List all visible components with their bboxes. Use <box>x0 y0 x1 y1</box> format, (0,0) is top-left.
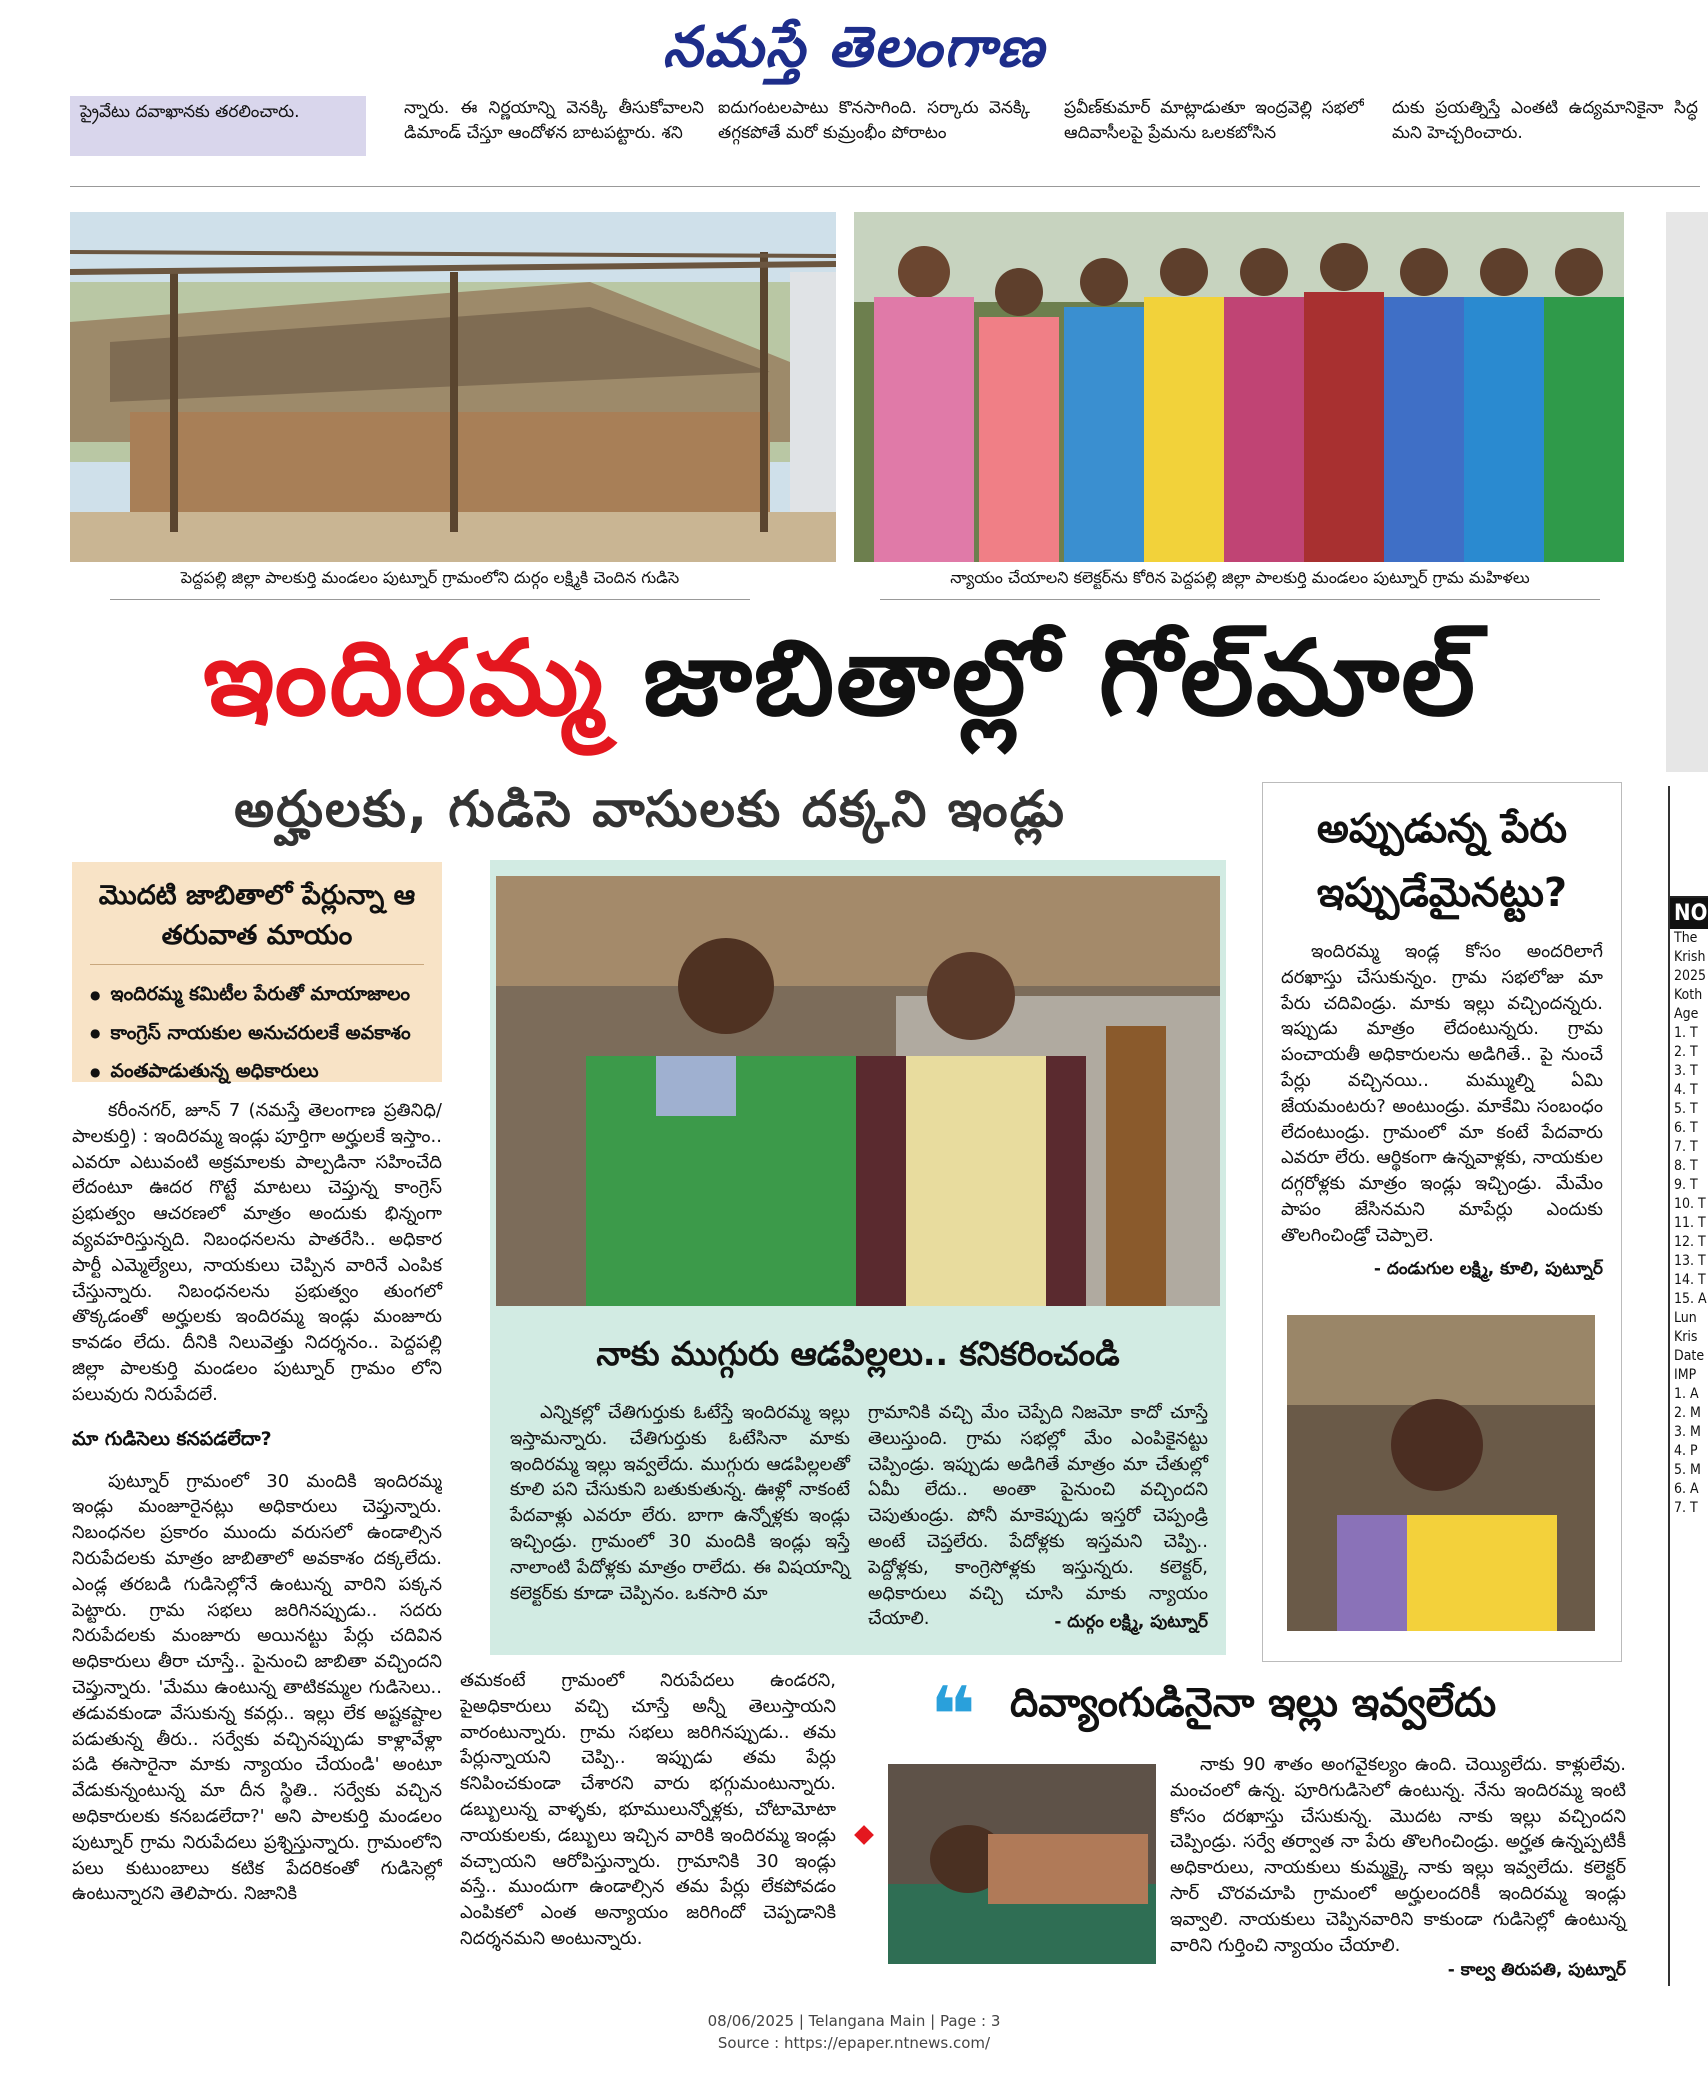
masthead-title: నమస్తే తెలంగాణ <box>662 14 1046 80</box>
notice-line: 9. T <box>1674 1177 1698 1193</box>
left-photo-caption: పెద్దపల్లి జిల్లా పాలకుర్తి మండలం పుట్నూర్ గ్రామంలోని దుర్గం లక్ష్మికి చెందిన గుడిసె <box>110 568 750 600</box>
notice-line: Koth <box>1674 987 1703 1003</box>
top-strip-col-3: ఐదుగంటలపాటు కొనసాగింది. సర్కారు వెనక్కి తగ్గకపోతే మరో కుమ్రంభీం పోరాటం <box>718 98 1030 143</box>
notice-line: 10. T <box>1674 1196 1706 1212</box>
footer-date-line: 08/06/2025 | Telangana Main | Page : 3 <box>707 2012 1001 2030</box>
notice-line: 2025 <box>1674 968 1707 984</box>
notice-line: Date <box>1674 1348 1705 1364</box>
quote-box-col-1: ఎన్నికల్లో చేతిగుర్తుకు ఓటేస్తే ఇందిరమ్మ ఇల్లు ఇస్తామన్నారు. చేతిగుర్తుకు ఓటేసినా మాకు ఇందిరమ్మ ఇల్లు ఇవ్వలేదు. ముగ్గురు ఆడపిల్లలతో కూలి పని చేసుకుని బతుకుతున్న. ఊళ్లో నాకంటే పేదవాళ్లు ఎవరూ లేరు. బాగా ఉన్నోళ్లకు ఇండ్లు ఇచ్చిండ్రు. గ్రామంలో 30 మందికి ఇండ్లు ఇస్తే నాలాంటి పేదోళ్లకు మాత్రం రాలేదు. ఈ విషయాన్ని కలెక్టర్‌కు కూడా చెప్పినం. ఒకసారి మా <box>510 1402 850 1604</box>
quote-mark-icon: ❝ <box>930 1671 976 1761</box>
notice-line: 7. T <box>1674 1139 1698 1155</box>
notice-line: 1. A <box>1674 1386 1699 1402</box>
main-headline <box>60 618 1620 738</box>
quote-box-durgam-lakshmi <box>490 860 1226 1655</box>
notice-line: 15. A <box>1674 1291 1707 1307</box>
top-strip-col-4: ప్రవీణ్‌కుమార్ మాట్లాడుతూ ఇంద్రవెల్లి సభలో ఆదివాసీలపై ప్రేమను ఒలకబోసిన <box>1064 98 1364 143</box>
notice-label: NO <box>1670 898 1708 929</box>
notice-line: 1. T <box>1674 1025 1698 1041</box>
quote-box-title: నాకు ముగ్గురు ఆడపిల్లలు.. కనికరించండి <box>596 1334 1120 1373</box>
highlight-bullet: ● కాంగ్రెస్ నాయకుల అనుచరులకే అవకాశం <box>90 1014 424 1053</box>
footer-source-line: Source : https://epaper.ntnews.com/ <box>717 2034 991 2052</box>
side-box-dandugula-lakshmi <box>1262 782 1622 1662</box>
notice-line: Krish <box>1674 949 1706 965</box>
top-strip-col-1: ప్రైవేటు దవాఖానకు తరలించారు. <box>70 96 366 156</box>
side-box-signature: - దండుగుల లక్ష్మి, కూలి, పుట్నూర్ <box>1373 1258 1603 1279</box>
highlight-bullet: ● ఇందిరమ్మ కమిటీల పేరుతో మాయాజాలం <box>90 975 424 1014</box>
notice-logo <box>1670 786 1708 898</box>
adjacent-notice-column <box>1668 786 1708 1986</box>
notice-line: 12. T <box>1674 1234 1706 1250</box>
subheadline: అర్హులకు, గుడిసె వాసులకు దక్కని ఇండ్లు <box>234 780 1066 838</box>
highlight-box-title: మొదటి జాబితాలో పేర్లున్నా ఆ తరువాత మాయం <box>90 876 424 965</box>
notice-line: IMP <box>1674 1367 1697 1383</box>
notice-line: 6. T <box>1674 1120 1698 1136</box>
top-strip-col-5: దుకు ప్రయత్నిస్తే ఎంతటి ఉద్యమానికైనా సిద్ధ మని హెచ్చరించారు. <box>1392 98 1698 143</box>
hut-photo <box>70 212 836 562</box>
notice-line: 8. T <box>1674 1158 1698 1174</box>
highlight-bullet: ● వంతపాడుతున్న అధికారులు <box>90 1052 424 1091</box>
dandugula-lakshmi-photo <box>1287 1315 1595 1631</box>
diamond-bullet-icon <box>854 1825 874 1845</box>
notice-line: Lun <box>1674 1310 1697 1326</box>
main-story-para-2: పుట్నూర్ గ్రామంలో 30 మందికి ఇందిరమ్మ ఇండ్లు మంజూరైనట్లు అధికారులు చెప్తున్నారు. నిబంధనల ప్రకారం ముందు వరుసలో ఉండాల్సిన నిరుపేదలకు మాత్రం జాబితాలో అవకాశం దక్కలేదు. ఎండ్ల తరబడి గుడిసెల్లోనే ఉంటున్న వారిని పక్కన పెట్టారు. గ్రామ సభలు జరిగినప్పుడు.. సదరు నిరుపేదలకు మంజూరు అయినట్టు పేర్లు చదివిన అధికారులు తీరా చూస్తే.. పైనుంచి జాబితా వచ్చిందని చెప్తున్నారు. 'మేము ఉంటున్న తాటికమ్మల గుడిసెలు.. తడువకుండా వేసుకున్న కవర్లు.. ఇల్లు లేక అష్టకష్టాల పడుతున్న తీరు.. సర్వేకు వచ్చినప్పుడు కాళ్లావేళ్లా పడి ఈసారైనా మాకు న్యాయం చేయండి' అంటూ వేడుకున్నంటున్న మా దీన స్థితి.. సర్వేకు వచ్చిన అధికారులకు కనబడలేదా?' అని పాలకుర్తి మండలం పుట్నూర్ గ్రామ నిరుపేదలు ప్రశ్నిస్తున్నారు. గ్రామంలోని పలు కుటుంబాలు కటిక పేదరికంతో గుడిసెల్లో ఉంటున్నారని తెలిపారు. నిజానికి <box>72 1470 442 1905</box>
highlight-box <box>72 862 442 1082</box>
side-box-body: ఇందిరమ్మ ఇండ్ల కోసం అందరిలాగే దరఖాస్తు చేసుకున్నం. గ్రామ సభలోజు మా పేరు చదివిండ్రు. మాకు ఇల్లు వచ్చిందన్నరు. ఇప్పుడు మాత్రం లేదంటున్నరు. గ్రామ పంచాయతీ అధికారులను అడిగితే.. పై నుంచే పేర్లు వచ్చినయి.. మమ్ముల్ని ఏమి జేయమంటరు? అంటుండ్రు. మాకేమి సంబంధం లేదంటుండ్రు. గ్రామంలో మా కంటే పేదవారు ఎవరూ లేరు. ఆర్థికంగా ఉన్నవాళ్లకు, నాయకుల దగ్గరోళ్లకు మాత్రం ఇండ్లు ఇచ్చిండ్రు. మేమేం పాపం జేసినమని మాపేర్లు ఎందుకు తొలగించిండ్రో చెప్పాలె. <box>1281 941 1603 1246</box>
right-photo-caption: న్యాయం చేయాలని కలెక్టర్‌ను కోరిన పెద్దపల్లి జిల్లా పాలకుర్తి మండలం పుట్నూర్ గ్రామ మహిళలు <box>880 568 1600 600</box>
notice-line: 11. T <box>1674 1215 1706 1231</box>
headline-black-part: జాబితాల్లో గోల్‌మాల్ <box>643 617 1478 739</box>
mother-daughter-photo <box>496 876 1220 1306</box>
bottom-story-title: దివ్యాంగుడినైనా ఇల్లు ఇవ్వలేదు <box>1010 1680 1497 1726</box>
headline-red-part: ఇందిరమ్మ <box>202 617 605 739</box>
notice-line: 6. A <box>1674 1481 1699 1497</box>
adjacent-page-strip <box>1666 212 1708 772</box>
notice-line: 4. T <box>1674 1082 1698 1098</box>
notice-line: 5. M <box>1674 1462 1701 1478</box>
main-story-column-1 <box>72 1098 442 1951</box>
notice-line: 3. T <box>1674 1063 1698 1079</box>
bottom-story-signature: - కాల్వ తిరుపతి, పుట్నూర్ <box>1447 1960 1626 1980</box>
notice-line: 13. T <box>1674 1253 1706 1269</box>
notice-line: The <box>1674 930 1698 946</box>
page-footer <box>0 2010 1708 2054</box>
notice-line: 2. M <box>1674 1405 1701 1421</box>
top-strip-col-2: న్నారు. ఈ నిర్ణయాన్ని వెనక్కి తీసుకోవాలని డిమాండ్ చేస్తూ ఆందోళన బాటపట్టారు. శని <box>404 98 704 143</box>
notice-line: 4. P <box>1674 1443 1698 1459</box>
quote-box-col-2: గ్రామానికి వచ్చి మేం చెప్పేది నిజమో కాదో చూస్తే తెలుస్తుంది. గ్రామ సభల్లో మేం ఎంపికైనట్టు చెప్పిండ్రు. ఇప్పుడు అడిగితే మాత్రం మా చేతుల్లో ఏమీ లేదు.. అంతా పైనుంచి వచ్చిందని చెపుతుండ్రు. పోనీ మాకెప్పుడు ఇస్తరో చెప్పండ్రి అంటే చెప్తలేరు. పేదోళ్లకు ఇస్తమని చెప్పి.. పెద్దోళ్లకు, కాంగ్రెసోళ్లకు ఇస్తున్నరు. కలెక్టర్, అధికారులు వచ్చి చూసి మాకు న్యాయం చేయాలి. <box>868 1402 1208 1630</box>
notice-line: 2. T <box>1674 1044 1698 1060</box>
quote-box-signature: - దుర్గం లక్ష్మి, పుట్నూర్ <box>1054 1612 1208 1632</box>
notice-line: Kris <box>1674 1329 1698 1345</box>
disabled-man-photo <box>888 1764 1156 1964</box>
notice-line: 5. T <box>1674 1101 1698 1117</box>
main-story-para-3: తమకంటే గ్రామంలో నిరుపేదలు ఉండరని, పైఅధికారులు వచ్చి చూస్తే అన్నీ తెలుస్తాయని వారంటున్నారు. గ్రామ సభలు జరిగినప్పుడు.. తమ పేర్లున్నాయని చెప్పి.. ఇప్పుడు తమ పేర్లు కనిపించకుండా చేశారని వారు భగ్గుమంటున్నారు. డబ్బులున్న వాళ్ళకు, భూములున్నోళ్లకు, చోటామోటా నాయకులకు, డబ్బులు ఇచ్చిన వారికి ఇందిరమ్మ ఇండ్లు వచ్చాయని ఆరోపిస్తున్నారు. గ్రామానికి 30 ఇండ్లు వస్తే.. ముందుగా ఉండాల్సిన తమ పేర్లు లేకపోవడం ఎంపికలో ఎంత అన్యాయం జరిగిందో చెప్పడానికి నిదర్శనమని అంటున్నారు. <box>460 1670 836 1949</box>
main-story-subheading: మా గుడిసెలు కనపడలేదా? <box>72 1427 272 1450</box>
top-rule <box>70 186 1700 187</box>
notice-line: 3. M <box>1674 1424 1701 1440</box>
notice-lines <box>1670 929 1708 1518</box>
highlight-bullets <box>90 975 424 1091</box>
masthead <box>0 0 1708 88</box>
notice-line: 7. T <box>1674 1500 1698 1516</box>
notice-line: 14. T <box>1674 1272 1706 1288</box>
main-story-para-1: కరీంనగర్, జూన్ 7 (నమస్తే తెలంగాణ ప్రతినిధి/ పాలకుర్తి) : ఇందిరమ్మ ఇండ్లు పూర్తిగా అర్హులకే ఇస్తాం.. ఎవరూ ఎటువంటి అక్రమాలకు పాల్పడినా సహించేది లేదంటూ ఊదర గొట్టే మాటలు చెప్తున్న కాంగ్రెస్ ప్రభుత్వం ఆచరణలో మాత్రం అందుకు భిన్నంగా వ్యవహరిస్తున్నది. నిబంధనలను పాతరేసి.. అధికార పార్టీ ఎమ్మెల్యేలు, నాయకులు చెప్పిన వారినే ఎంపిక చేస్తున్నారు. నిబంధనలను ప్రభుత్వం తుంగలో తొక్కడంతో అర్హులకు ఇందిరమ్మ ఇండ్లు మంజూరు కావడం లేదు. దీనికి నిలువెత్తు నిదర్శనం.. పెద్దపల్లి జిల్లా పాలకుర్తి మండలం పుట్నూర్ గ్రామం లోని పలువురు నిరుపేదలే. <box>72 1100 442 1405</box>
women-group-photo <box>854 212 1624 562</box>
side-box-title: అప్పుడున్న పేరు ఇప్పుడేమైనట్టు? <box>1316 806 1568 916</box>
bottom-story-body: నాకు 90 శాతం అంగవైకల్యం ఉంది. చెయ్యిలేదు. కాళ్లులేవు. మంచంలో ఉన్న. పూరిగుడిసెలో ఉంటున్న. నేను ఇందిరమ్మ ఇంటి కోసం దరఖాస్తు చేసుకున్న. మొదట నాకు ఇల్లు వచ్చిందని చెప్పిండ్రు. సర్వే తర్వాత నా పేరు తొలగించిండ్రు. అర్హత ఉన్నప్పటికీ అధికారులు, నాయకులు కుమ్మక్కై నాకు ఇల్లు ఇవ్వలేదు. కలెక్టర్ సార్ చొరవచూపి గ్రామంలో అర్హులందరికీ ఇందిరమ్మ ఇండ్లు ఇవ్వాలి. నాయకులు చెప్పినవారిని కాకుండా గుడిసెల్లో ఉంటున్న వారిని గుర్తించి న్యాయం చేయాలి. <box>1170 1754 1626 1956</box>
notice-line: Age <box>1674 1006 1699 1022</box>
